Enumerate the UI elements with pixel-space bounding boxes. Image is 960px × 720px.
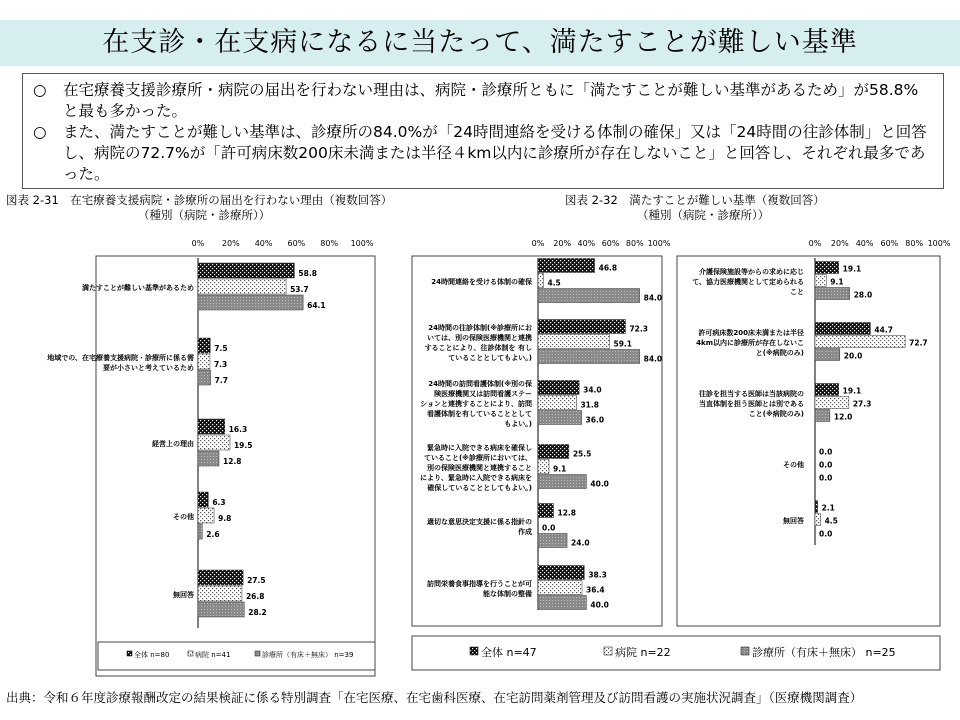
legend-swatch bbox=[604, 647, 612, 655]
category-label: 別の保険医療機関と連携すること bbox=[427, 464, 532, 472]
x-tick-label: 100% bbox=[647, 239, 671, 248]
bar-hospital bbox=[198, 586, 242, 601]
bar-hospital bbox=[538, 396, 576, 410]
category-label: その他 bbox=[173, 513, 194, 521]
chart-frame bbox=[412, 256, 662, 626]
category-label: ていることとしてもよい。) bbox=[448, 354, 532, 362]
category-label: 確保していることとしてもよい。) bbox=[427, 484, 532, 492]
data-label: 36.4 bbox=[586, 585, 605, 595]
data-label: 84.0 bbox=[643, 354, 663, 364]
x-tick-label: 60% bbox=[287, 239, 306, 248]
data-label: 28.0 bbox=[853, 290, 873, 300]
data-label: 64.1 bbox=[307, 301, 326, 310]
bar-hospital bbox=[198, 279, 286, 294]
bar-all bbox=[198, 570, 243, 585]
data-label: 12.8 bbox=[222, 457, 242, 466]
category-label: 看護体制を有していることとして bbox=[427, 410, 532, 418]
category-label: こと(※病院のみ) bbox=[748, 410, 804, 418]
data-label: 53.7 bbox=[290, 285, 309, 294]
bar-clinic bbox=[198, 295, 303, 310]
x-tick-label: 80% bbox=[625, 239, 644, 248]
x-tick-label: 80% bbox=[320, 239, 339, 248]
fig1-caption-line1: 図表 2-31 在宅療養支援病院・診療所の届出を行わない理由（複数回答） bbox=[6, 193, 393, 207]
data-label: 7.7 bbox=[214, 376, 228, 385]
category-label: 往診を担当する医師は当該病院の bbox=[699, 390, 804, 398]
category-label: こと bbox=[790, 288, 804, 296]
bar-all bbox=[538, 381, 579, 395]
category-label: することにより、往診体制を 有し bbox=[424, 344, 532, 352]
category-label: その他 bbox=[783, 461, 804, 469]
category-label: いては、別の保険医療機関と連携 bbox=[427, 334, 532, 342]
summary-text: また、満たすことが難しい基準は、診療所の84.0%が「24時間連絡を受ける体制の確保」又は「24時間の往診体制」と回答し、病院の72.7%が「許可病床数200床未満または半径４km以内に診療所が存在しないこと」と回答し、それぞれ最多であった。 bbox=[63, 123, 927, 183]
legend-swatch bbox=[741, 647, 749, 655]
bar-clinic bbox=[198, 602, 244, 617]
category-label: により、緊急時に入院できる病床を bbox=[420, 474, 532, 482]
source-note: 出典：令和６年度診療報酬改定の結果検証に係る特別調査「在宅医療、在宅歯科医療、在宅訪問薬剤管理及び訪問看護の実施状況調査」（医療機関調査） bbox=[6, 690, 863, 705]
bar-clinic bbox=[538, 596, 586, 610]
data-label: 44.7 bbox=[874, 325, 893, 335]
data-label: 7.5 bbox=[214, 344, 228, 353]
data-label: 38.3 bbox=[588, 570, 607, 580]
data-label: 20.0 bbox=[843, 351, 863, 361]
data-label: 12.8 bbox=[557, 508, 577, 518]
bullet-mark: ○ bbox=[33, 81, 47, 99]
bar-all bbox=[198, 492, 208, 507]
data-label: 24.0 bbox=[571, 538, 590, 548]
x-tick-label: 0% bbox=[808, 239, 822, 248]
category-label: 満たすことが難しい基準があるため bbox=[82, 284, 194, 292]
bar-hospital bbox=[198, 435, 230, 450]
bar-all bbox=[538, 566, 584, 580]
x-tick-label: 20% bbox=[553, 239, 572, 248]
bar-clinic bbox=[538, 411, 582, 425]
data-label: 46.8 bbox=[598, 263, 618, 273]
bar-clinic bbox=[538, 350, 640, 364]
x-tick-label: 100% bbox=[927, 239, 951, 248]
bar-clinic bbox=[815, 288, 850, 300]
summary-text: 在宅療養支援診療所・病院の届出を行わない理由は、病院・診療所ともに「満たすことが難しい基準があるため」が58.8%と最も多かった。 bbox=[63, 81, 919, 120]
data-label: 84.0 bbox=[643, 293, 663, 303]
category-label: 訪問栄養食事指導を行うことが可 bbox=[427, 580, 532, 588]
data-label: 4.5 bbox=[824, 516, 838, 526]
bar-clinic bbox=[815, 349, 840, 361]
bar-clinic bbox=[538, 475, 586, 489]
category-label: 要が小さいと考えているため bbox=[103, 364, 194, 372]
data-label: 26.8 bbox=[245, 592, 265, 601]
category-label: ていること(※診療所においては、 bbox=[423, 454, 532, 462]
category-label: ションと連携することにより、訪問 bbox=[420, 400, 532, 408]
x-tick-label: 40% bbox=[254, 239, 273, 248]
bar-all bbox=[198, 419, 225, 434]
category-label: 24時間の往診体制(※診療所にお bbox=[428, 324, 532, 332]
bar-clinic bbox=[538, 534, 567, 548]
data-label: 2.1 bbox=[821, 503, 835, 513]
category-label: 経営上の理由 bbox=[152, 440, 194, 448]
data-label: 0.0 bbox=[819, 447, 833, 457]
fig2-caption-line2: （種別（病院・診療所）） bbox=[637, 208, 770, 222]
category-label: て、協力医療機関として定められる bbox=[692, 278, 804, 286]
bar-hospital bbox=[198, 354, 210, 369]
legend-swatch bbox=[188, 651, 193, 656]
data-label: 36.0 bbox=[585, 415, 605, 425]
fig2-caption-line1: 図表 2-32 満たすことが難しい基準（複数回答） bbox=[565, 193, 825, 207]
data-label: 25.5 bbox=[572, 449, 592, 459]
bar-all bbox=[538, 320, 625, 334]
bar-hospital bbox=[538, 581, 582, 595]
bullet-mark: ○ bbox=[33, 123, 47, 141]
legend-swatch bbox=[255, 651, 260, 656]
data-label: 9.1 bbox=[830, 277, 844, 287]
category-label: 無回答 bbox=[173, 591, 194, 599]
legend-swatch bbox=[127, 651, 132, 656]
bar-clinic bbox=[198, 370, 211, 385]
legend-label: 診療所（有床＋無床） n=39 bbox=[262, 651, 354, 659]
data-label: 9.1 bbox=[553, 464, 567, 474]
data-label: 72.3 bbox=[629, 324, 648, 334]
category-label: 適切な意思決定支援に係る指針の bbox=[427, 518, 532, 526]
data-label: 4.5 bbox=[547, 278, 561, 288]
data-label: 16.3 bbox=[228, 425, 248, 434]
x-tick-label: 0% bbox=[191, 239, 205, 248]
bar-all bbox=[815, 501, 818, 513]
data-label: 58.8 bbox=[298, 269, 317, 278]
x-tick-label: 80% bbox=[905, 239, 924, 248]
bar-hospital bbox=[815, 275, 826, 287]
bar-hospital bbox=[538, 335, 610, 349]
category-label: もよい。) bbox=[504, 420, 532, 428]
data-label: 40.0 bbox=[590, 600, 609, 610]
bar-hospital bbox=[815, 514, 821, 526]
bar-all bbox=[538, 445, 569, 459]
data-label: 27.3 bbox=[852, 399, 872, 409]
data-label: 59.1 bbox=[613, 339, 633, 349]
bar-clinic bbox=[198, 451, 219, 466]
data-label: 27.5 bbox=[247, 576, 266, 585]
data-label: 19.1 bbox=[842, 386, 862, 396]
chart-frame bbox=[677, 256, 940, 626]
legend-label: 病院 n=22 bbox=[615, 646, 671, 659]
category-label: 作成 bbox=[518, 528, 532, 536]
bar-all bbox=[198, 338, 210, 353]
bar-all bbox=[198, 263, 294, 278]
bar-clinic bbox=[815, 410, 830, 422]
data-label: 12.0 bbox=[833, 412, 853, 422]
data-label: 2.6 bbox=[206, 530, 220, 539]
data-label: 7.3 bbox=[213, 360, 228, 369]
bar-all bbox=[538, 259, 595, 273]
legend-label: 全体 n=47 bbox=[481, 646, 537, 659]
x-tick-label: 60% bbox=[601, 239, 620, 248]
bar-all bbox=[815, 262, 839, 274]
data-label: 0.0 bbox=[819, 473, 833, 483]
data-label: 31.8 bbox=[580, 400, 599, 410]
x-tick-label: 0% bbox=[531, 239, 545, 248]
category-label: 許可病床数200床未満または半径 bbox=[698, 329, 804, 337]
category-label: 能な体制の整備 bbox=[483, 590, 532, 598]
category-label: 無回答 bbox=[783, 517, 804, 525]
data-label: 19.5 bbox=[233, 441, 253, 450]
data-label: 6.3 bbox=[212, 498, 226, 507]
x-tick-label: 20% bbox=[830, 239, 849, 248]
data-label: 72.7 bbox=[909, 338, 928, 348]
bar-hospital bbox=[538, 460, 549, 474]
x-tick-label: 60% bbox=[880, 239, 899, 248]
legend-label: 診療所（有床＋無床） n=25 bbox=[752, 646, 896, 659]
bar-all bbox=[815, 384, 839, 396]
bar-hospital bbox=[815, 336, 905, 348]
data-label: 0.0 bbox=[542, 523, 556, 533]
bar-all bbox=[815, 323, 870, 335]
category-label: 24時間連絡を受ける体制の確保 bbox=[431, 278, 532, 286]
data-label: 40.0 bbox=[590, 479, 609, 489]
page-title: 在支診・在支病になるに当たって、満たすことが難しい基準 bbox=[102, 27, 858, 58]
bar-hospital bbox=[198, 508, 214, 523]
category-label: 介護保険施設等からの求めに応じ bbox=[699, 268, 804, 276]
category-label: 緊急時に入院できる病床を確保し bbox=[427, 444, 532, 452]
x-tick-label: 100% bbox=[350, 239, 374, 248]
legend-swatch bbox=[470, 647, 478, 655]
data-label: 34.0 bbox=[583, 385, 602, 395]
bar-hospital bbox=[815, 397, 849, 409]
data-label: 0.0 bbox=[819, 529, 833, 539]
legend-label: 全体 n=80 bbox=[134, 651, 170, 659]
bar-all bbox=[538, 504, 553, 518]
bar-clinic bbox=[198, 524, 202, 539]
x-tick-label: 20% bbox=[221, 239, 240, 248]
bar-hospital bbox=[538, 274, 543, 288]
data-label: 28.2 bbox=[248, 608, 267, 617]
x-tick-label: 40% bbox=[855, 239, 874, 248]
data-label: 9.8 bbox=[218, 514, 232, 523]
data-label: 0.0 bbox=[819, 460, 833, 470]
category-label: 地域での、在宅療養支援病院・診療所に係る需 bbox=[47, 354, 194, 362]
bar-clinic bbox=[538, 289, 640, 303]
category-label: 24時間の訪問看護体制(※別の保 bbox=[428, 380, 532, 388]
data-label: 19.1 bbox=[842, 264, 862, 274]
category-label: と(※病院のみ) bbox=[755, 349, 804, 357]
category-label: 当直体制を担う医師とは別である bbox=[699, 400, 804, 408]
category-label: 4km以内に診療所が存在しないこ bbox=[696, 339, 804, 347]
legend-label: 病院 n=41 bbox=[195, 651, 231, 659]
fig1-caption-line2: （種別（病院・診療所）） bbox=[138, 208, 271, 222]
x-tick-label: 40% bbox=[577, 239, 596, 248]
category-label: 険医療機関又は訪問看護ステー bbox=[434, 390, 532, 398]
